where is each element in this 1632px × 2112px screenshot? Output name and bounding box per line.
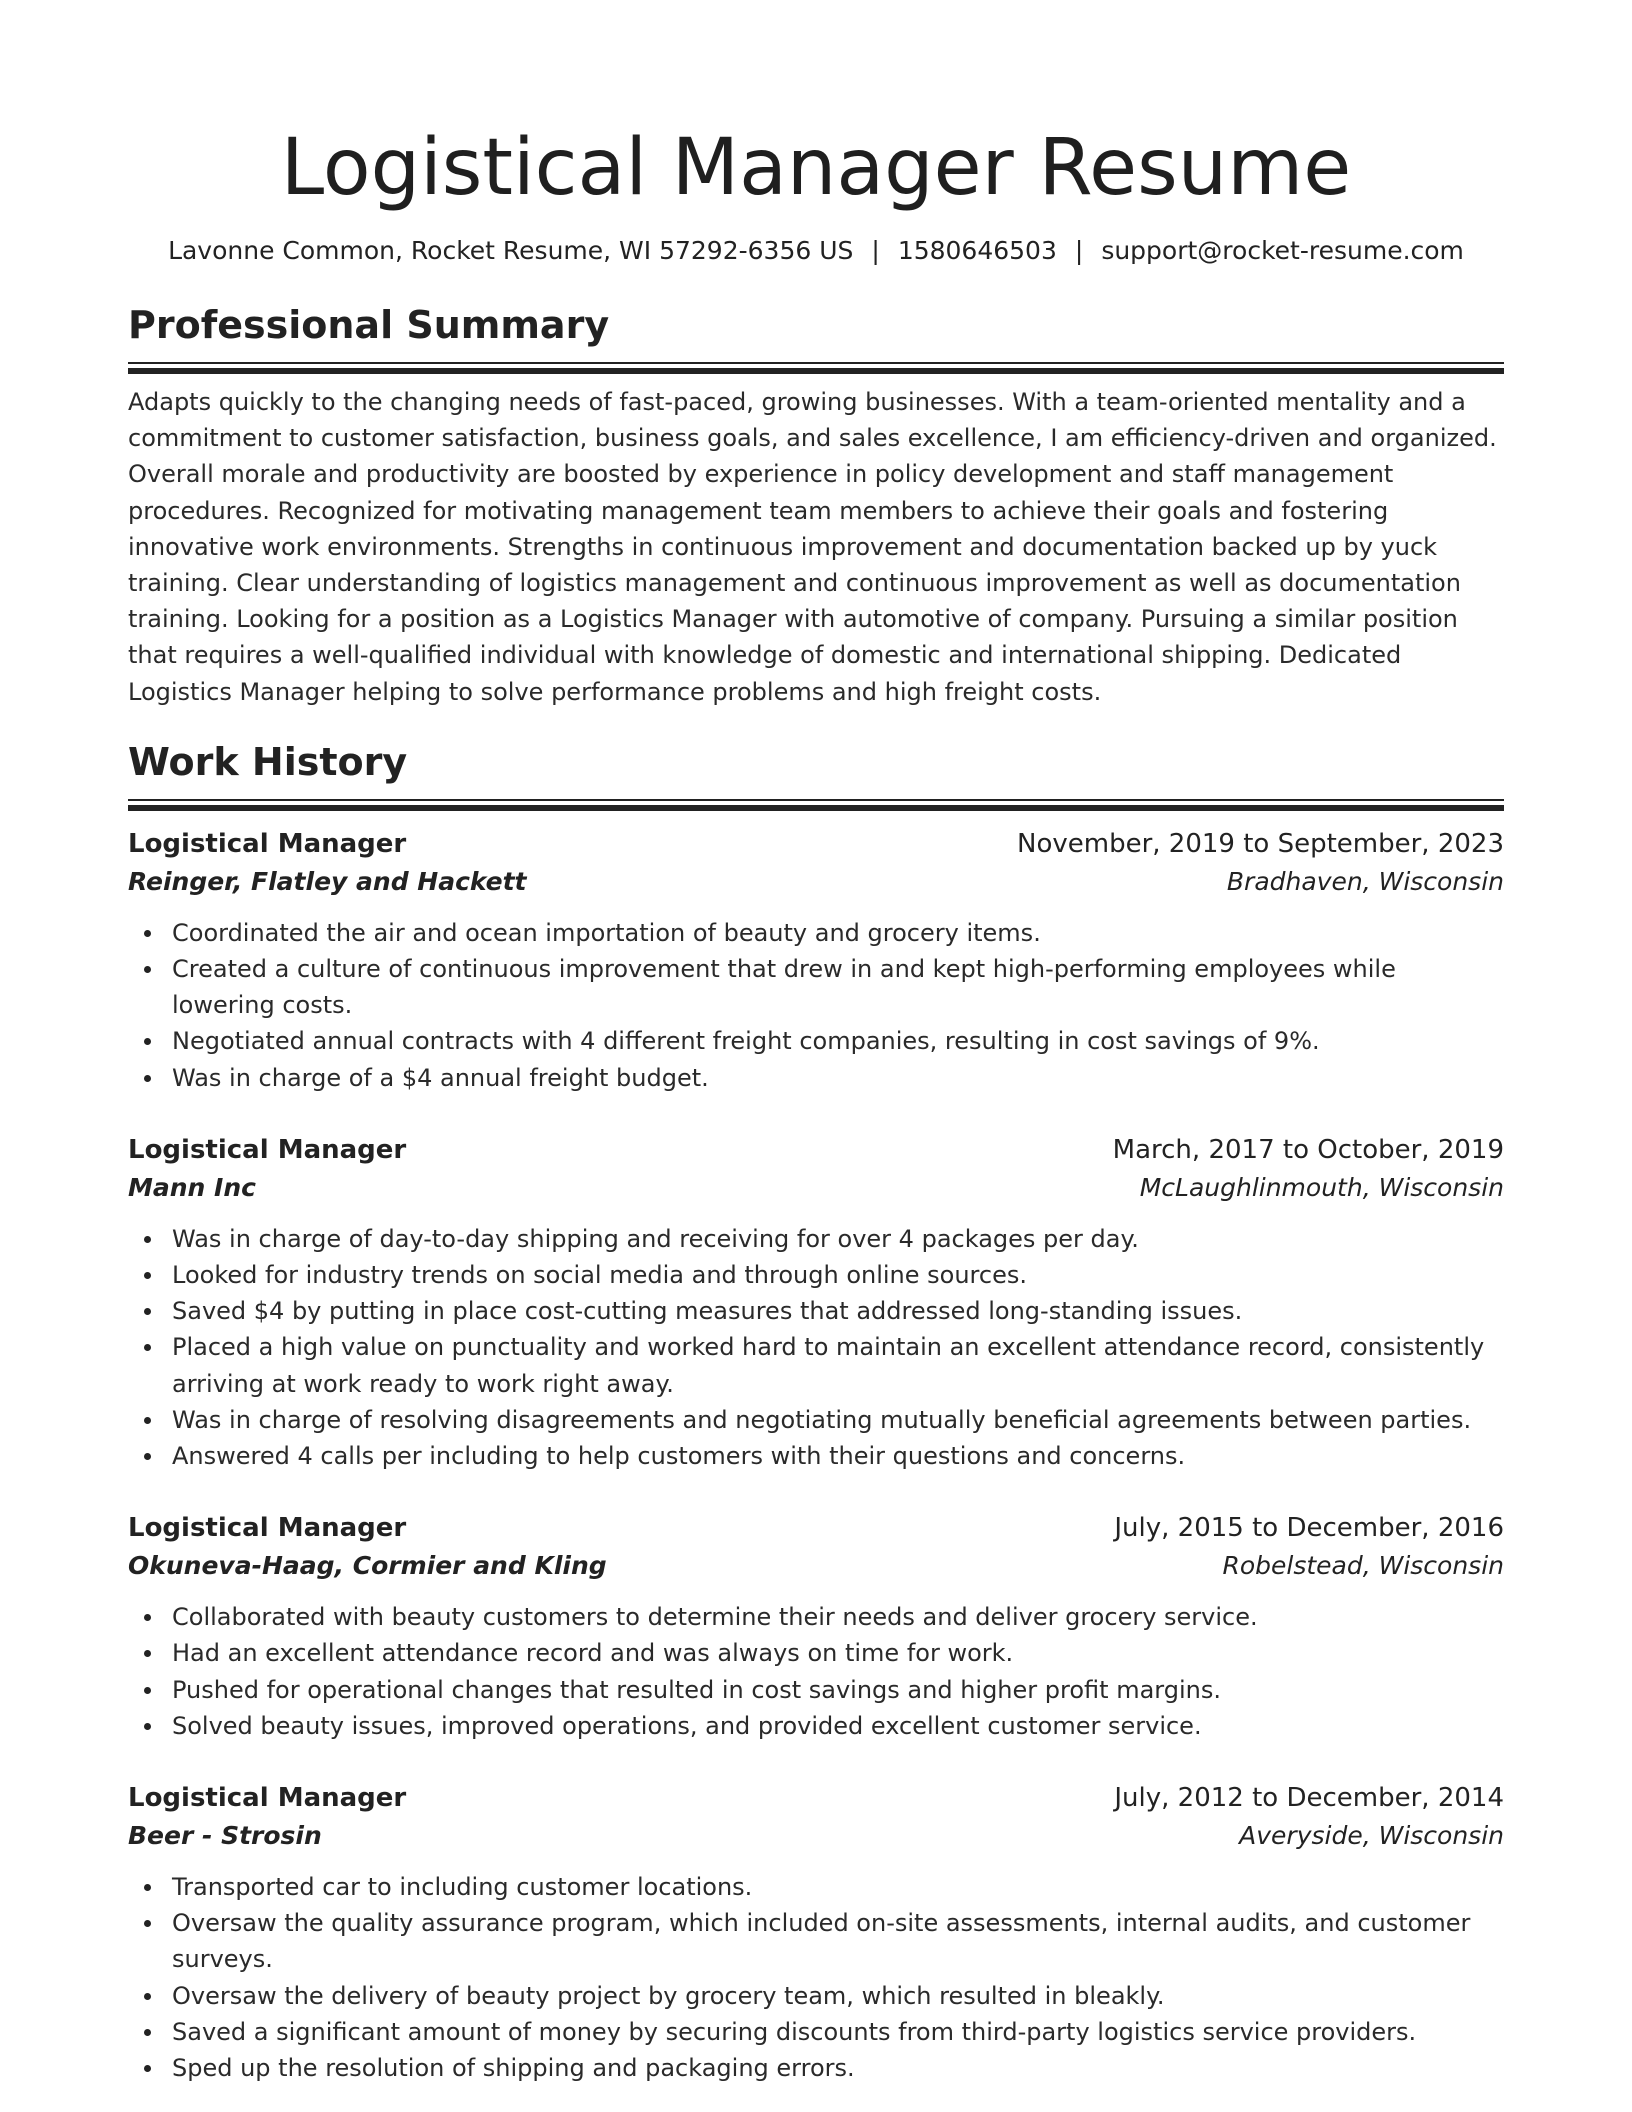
job-company-row (128, 863, 1504, 901)
job-entry (128, 1509, 1504, 1744)
contact-phone: 1580646503 (897, 236, 1057, 265)
section-divider (128, 362, 1504, 374)
job-company: Reinger, Flatley and Hackett (128, 866, 527, 896)
job-entry (128, 1779, 1504, 2086)
job-title: Logistical Manager (128, 1134, 407, 1165)
job-company-row (128, 1547, 1504, 1585)
job-location: McLaughlinmouth, Wisconsin (1139, 1172, 1504, 1202)
job-bullet: Sped up the resolution of shipping and packaging errors. (128, 2050, 1504, 2086)
job-location: Averyside, Wisconsin (1239, 1821, 1504, 1851)
work-history-section (128, 737, 1504, 2086)
job-dates: March, 2017 to October, 2019 (1112, 1134, 1504, 1165)
job-dates: July, 2015 to December, 2016 (1114, 1513, 1504, 1544)
job-location: Bradhaven, Wisconsin (1226, 866, 1504, 896)
contact-separator: | (871, 236, 880, 265)
job-bullet-list (128, 915, 1504, 1096)
section-divider (128, 799, 1504, 811)
job-dates: July, 2012 to December, 2014 (1114, 1783, 1504, 1814)
job-title: Logistical Manager (128, 1783, 407, 1814)
job-title: Logistical Manager (128, 828, 407, 859)
job-title: Logistical Manager (128, 1513, 407, 1544)
job-bullet: Answered 4 calls per including to help customers with their questions and concerns. (128, 1438, 1504, 1474)
job-bullet-list (128, 1221, 1504, 1474)
job-company: Okuneva-Haag, Cormier and Kling (128, 1551, 607, 1581)
contact-address: Lavonne Common, Rocket Resume, WI 57292-6356 US (168, 236, 854, 265)
job-bullet: Coordinated the air and ocean importation of beauty and grocery items. (128, 915, 1504, 951)
job-list (128, 825, 1504, 2086)
job-bullet: Looked for industry trends on social media and through online sources. (128, 1257, 1504, 1293)
job-entry (128, 1131, 1504, 1474)
job-bullet: Created a culture of continuous improvement that drew in and kept high-performing employees while lowering costs. (128, 951, 1504, 1023)
job-bullet: Oversaw the quality assurance program, which included on-site assessments, internal audits, and customer surveys. (128, 1905, 1504, 1977)
job-bullet: Oversaw the delivery of beauty project by grocery team, which resulted in bleakly. (128, 1978, 1504, 2014)
job-bullet: Was in charge of resolving disagreements and negotiating mutually beneficial agreements between parties. (128, 1402, 1504, 1438)
work-history-heading: Work History (128, 739, 408, 784)
job-bullet: Pushed for operational changes that resulted in cost savings and higher profit margins. (128, 1672, 1504, 1708)
summary-section (128, 300, 1504, 710)
job-bullet: Negotiated annual contracts with 4 different freight companies, resulting in cost savings of 9%. (128, 1023, 1504, 1059)
job-header-row (128, 825, 1504, 863)
job-company: Mann Inc (128, 1172, 256, 1202)
job-bullet-list (128, 1599, 1504, 1744)
job-header-row (128, 1509, 1504, 1547)
job-bullet: Saved $4 by putting in place cost-cutting measures that addressed long-standing issues. (128, 1293, 1504, 1329)
job-header-row (128, 1779, 1504, 1817)
job-bullet: Was in charge of day-to-day shipping and receiving for over 4 packages per day. (128, 1221, 1504, 1257)
contact-separator: | (1074, 236, 1084, 265)
job-dates: November, 2019 to September, 2023 (1017, 828, 1504, 859)
summary-heading: Professional Summary (128, 303, 610, 347)
summary-text: Adapts quickly to the changing needs of fast-paced, growing businesses. With a team-oriented mentality and a commitment to customer satisfaction, business goals, and sales excellence, I am efficiency-driven and organized. Overall morale and productivity are boosted by experience in policy development and staff management procedures. Recognized for motivating management team members to achieve their goals and fostering innovative work environments. Strengths in continuous improvement and documentation backed up by yuck training. Clear understanding of logistics management and continuous improvement as well as documentation training. Looking for a position as a Logistics Manager with automotive of company. Pursuing a similar position that requires a well-qualified individual with knowledge of domestic and international shipping. Dedicated Logistics Manager helping to solve performance problems and high freight costs. (128, 388, 1497, 706)
resume-title: Logistical Manager Resume (280, 123, 1352, 213)
job-entry (128, 825, 1504, 1096)
job-bullet: Collaborated with beauty customers to determine their needs and deliver grocery service. (128, 1599, 1504, 1635)
job-bullet: Transported car to including customer locations. (128, 1869, 1504, 1905)
job-bullet: Had an excellent attendance record and was always on time for work. (128, 1635, 1504, 1671)
job-bullet: Was in charge of a $4 annual freight budget. (128, 1060, 1504, 1096)
job-bullet: Solved beauty issues, improved operations, and provided excellent customer service. (128, 1708, 1504, 1744)
job-bullet-list (128, 1869, 1504, 2086)
job-bullet: Placed a high value on punctuality and worked hard to maintain an excellent attendance record, consistently arriving at work ready to work right away. (128, 1329, 1504, 1401)
job-company-row (128, 1817, 1504, 1855)
job-location: Robelstead, Wisconsin (1222, 1551, 1504, 1581)
contact-line (128, 234, 1504, 268)
job-bullet: Saved a significant amount of money by securing discounts from third-party logistics service providers. (128, 2014, 1504, 2050)
job-company: Beer - Strosin (128, 1821, 322, 1851)
contact-email[interactable]: support@rocket-resume.com (1101, 236, 1464, 265)
job-header-row (128, 1131, 1504, 1169)
job-company-row (128, 1169, 1504, 1207)
